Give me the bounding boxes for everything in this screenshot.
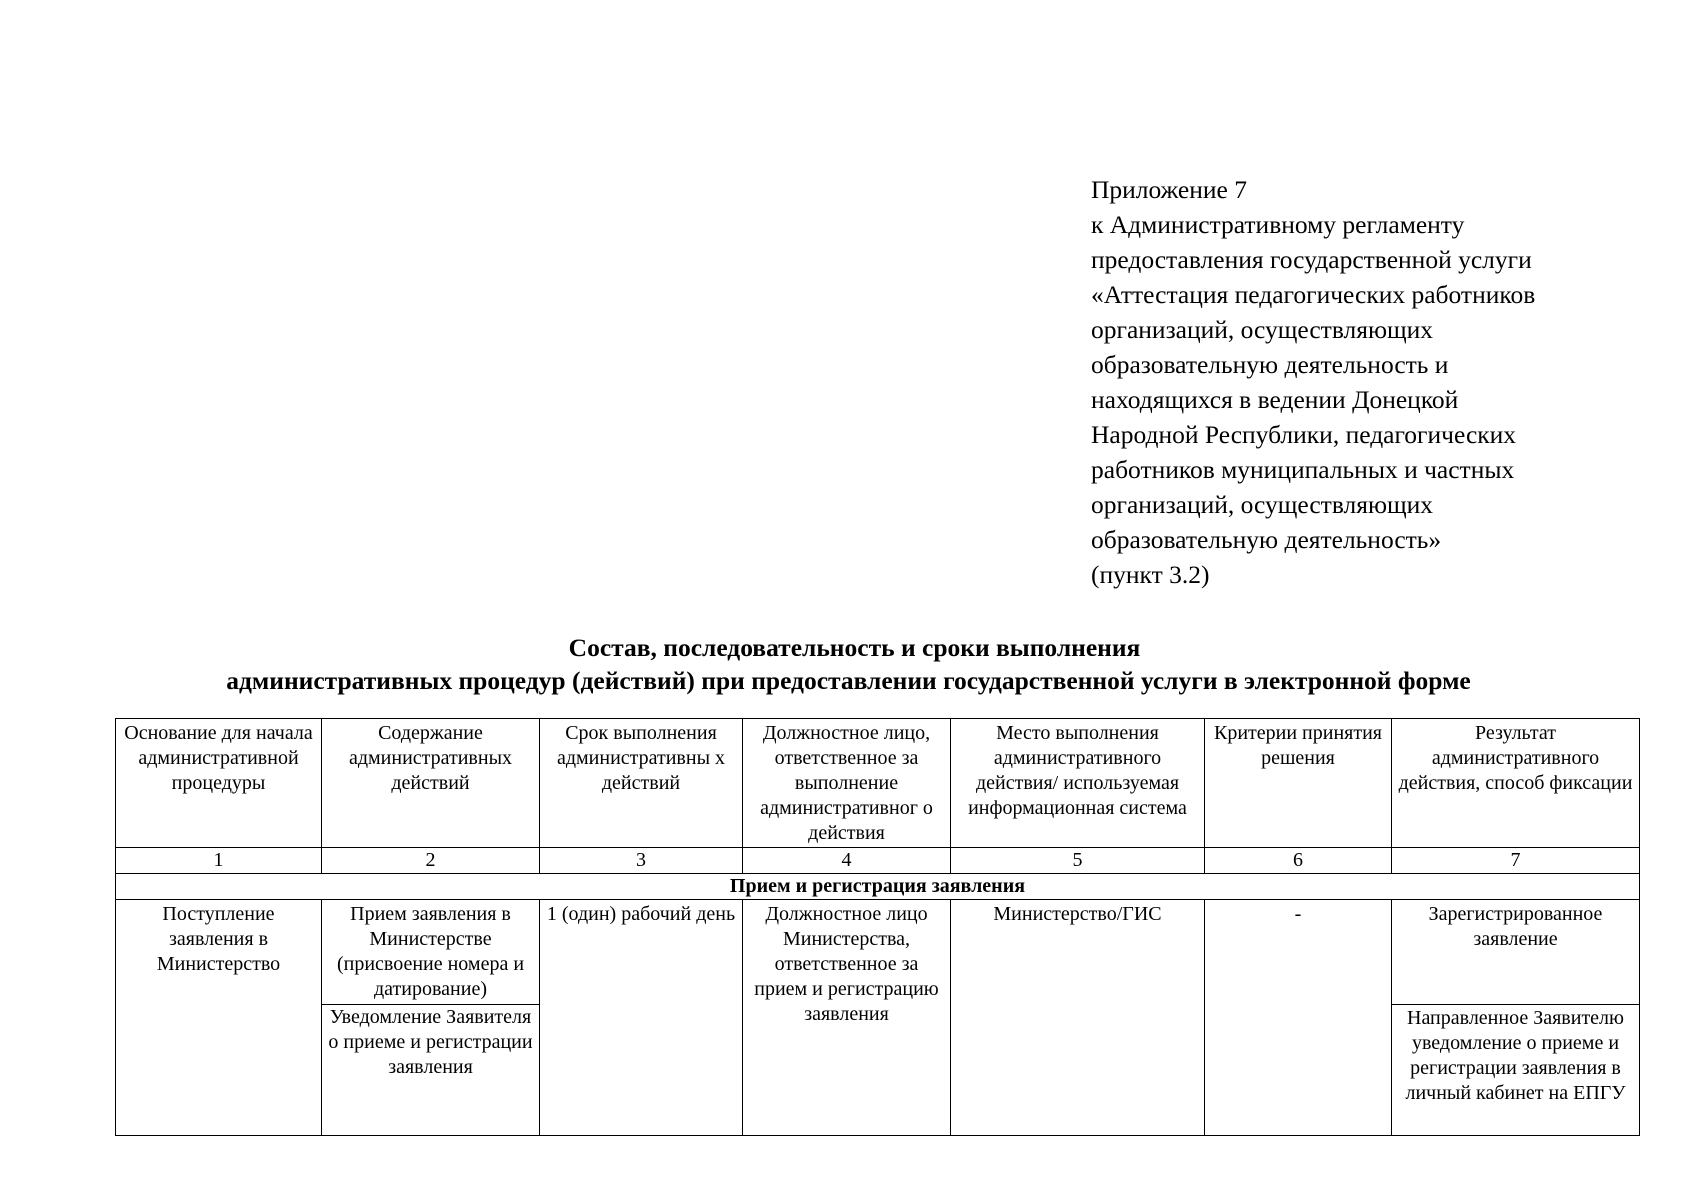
- appendix-line: Народной Республики, педагогических: [1091, 420, 1517, 449]
- appendix-line: работников муниципальных и частных: [1091, 455, 1515, 484]
- cell-place: Министерство/ГИС: [951, 900, 1205, 1136]
- column-number: 4: [743, 848, 951, 874]
- header-cell-content: Содержание административных действий: [322, 719, 540, 848]
- column-number: 3: [540, 848, 743, 874]
- header-cell-term: Срок выполнения административны х действий: [540, 719, 743, 848]
- appendix-line: «Аттестация педагогических работников: [1091, 280, 1536, 309]
- header-cell-criteria: Критерии принятия решения: [1205, 719, 1392, 848]
- appendix-line: образовательную деятельность»: [1091, 525, 1442, 554]
- header-cell-basis: Основание для начала административной процедуры: [116, 719, 322, 848]
- table-number-row: [116, 848, 1640, 874]
- cell-basis: Поступление заявления в Министерство: [116, 900, 322, 1136]
- appendix-line: предоставления государственной услуги: [1091, 245, 1532, 274]
- column-number: 5: [951, 848, 1205, 874]
- appendix-line: организаций, осуществляющих: [1091, 490, 1434, 519]
- cell-term: 1 (один) рабочий день: [540, 900, 743, 1136]
- appendix-line: организаций, осуществляющих: [1091, 315, 1434, 344]
- appendix-line: к Административному регламенту: [1091, 210, 1465, 239]
- column-number: 6: [1205, 848, 1392, 874]
- table-section-row: [116, 874, 1640, 900]
- appendix-line: находящихся в ведении Донецкой: [1091, 385, 1459, 414]
- cell-action-notify: Уведомление Заявителя о приеме и регистрации заявления: [322, 1005, 540, 1136]
- cell-result-notification: Направленное Заявителю уведомление о приеме и регистрации заявления в личный кабинет на ЕПГУ: [1392, 1005, 1640, 1136]
- document-title-line-2: административных процедур (действий) при предоставлении государственной услуги в электронной форме: [226, 666, 1471, 695]
- column-number: 2: [322, 848, 540, 874]
- cell-action-receive: Прием заявления в Министерстве (присвоение номера и датирование): [322, 900, 540, 1005]
- appendix-line: образовательную деятельность и: [1091, 350, 1449, 379]
- table-header-row: [116, 719, 1640, 848]
- header-cell-result: Результат административного действия, способ фиксации: [1392, 719, 1640, 848]
- header-cell-place: Место выполнения административного действия/ используемая информационная система: [951, 719, 1205, 848]
- appendix-line: (пункт 3.2): [1091, 560, 1210, 589]
- appendix-block: [1091, 172, 1651, 592]
- column-number: 1: [116, 848, 322, 874]
- procedures-table: [115, 718, 1640, 1136]
- cell-official: Должностное лицо Министерства, ответственное за прием и регистрацию заявления: [743, 900, 951, 1136]
- header-cell-official: Должностное лицо, ответственное за выполнение административног о действия: [743, 719, 951, 848]
- cell-result-registered: Зарегистрированное заявление: [1392, 900, 1640, 1005]
- column-number: 7: [1392, 848, 1640, 874]
- cell-criteria: -: [1205, 900, 1392, 1136]
- document-title-line-1: Состав, последовательность и сроки выполнения: [568, 633, 1141, 662]
- section-title: Прием и регистрация заявления: [116, 874, 1640, 900]
- appendix-line: Приложение 7: [1091, 175, 1247, 204]
- table-row: [116, 900, 1640, 1005]
